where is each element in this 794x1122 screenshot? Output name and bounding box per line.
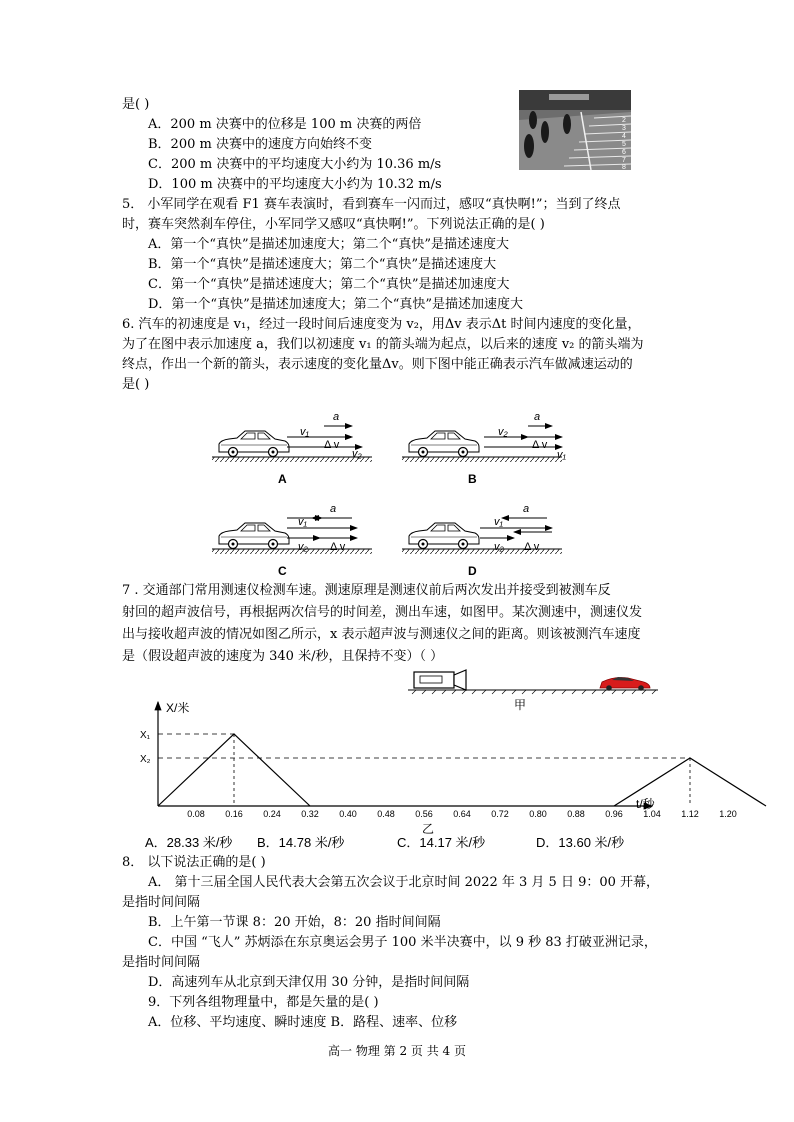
car-icon: [409, 431, 479, 457]
car-figure-c: [212, 503, 372, 578]
y-axis-label: X/米: [166, 701, 190, 715]
y-tick-x2: X₂: [140, 754, 151, 765]
q7-option-d: D．13.60 米/秒: [536, 835, 625, 850]
upper-velocity-label: v₂: [498, 426, 508, 438]
q8-option-c-cont: 是指时间间隔: [122, 955, 201, 970]
x-tick-label: 0.08: [187, 809, 205, 819]
a-label: a: [330, 503, 337, 515]
car-icon: [219, 523, 289, 549]
text-line: 是( ): [122, 97, 150, 112]
sprint-photo: [519, 90, 631, 170]
figure-letter-d: D: [468, 564, 477, 578]
car-icon: [409, 523, 479, 549]
q7-option-a: A．28.33 米/秒: [145, 835, 233, 850]
q6-line1: 6. 汽车的初速度是 v₁，经过一段时间后速度变为 v₂，用Δv 表示Δt 时间内速度的变化量，: [122, 317, 641, 332]
x-tick-label: 0.72: [491, 809, 509, 819]
svg-text:6: 6: [622, 149, 626, 156]
q7-line3: 出与接收超声波的情况如图乙所示，x 表示超声波与测速仪之间的距离。则该被测汽车速度: [122, 627, 641, 642]
q7-option-b: B．14.78 米/秒: [257, 835, 345, 850]
figure-letter-c: C: [278, 564, 287, 578]
q7-line2: 射回的超声波信号，再根据两次信号的时间差，测出车速，如图甲。某次测速中，测速仪发: [122, 605, 643, 620]
page-footer: 高一 物理 第 2 页 共 4 页: [328, 1044, 466, 1058]
x-tick-label: 0.96: [605, 809, 623, 819]
q8-option-a-cont: 是指时间间隔: [122, 895, 201, 910]
car-figure-a: [212, 411, 372, 486]
q5-line1: 5． 小军同学在观看 F1 赛车表演时，看到赛车一闪而过，感叹“真快啊!”；当到了终点: [122, 197, 621, 212]
q8-option-b: B．上午第一节课 8：20 开始，8：20 指时间间隔: [148, 915, 441, 930]
figure-yi-chart: [136, 700, 737, 836]
car-icon: [219, 431, 289, 457]
q6-line4: 是( ): [122, 377, 150, 392]
ground-hatch: [212, 457, 372, 462]
q9-options: A．位移、平均速度、瞬时速度 B．路程、速率、位移: [148, 1015, 458, 1030]
delta-v-label: Δ v: [532, 439, 548, 451]
svg-text:5: 5: [622, 141, 626, 148]
x-tick-label: 0.40: [339, 809, 357, 819]
a-label: a: [523, 503, 530, 515]
q7-line4: 是（假设超声波的速度为 340 米/秒，且保持不变）（ ）: [122, 649, 444, 664]
car-figure-b: [402, 411, 567, 486]
q6-line2: 为了在图中表示加速度 a，我们以初速度 v₁ 的箭头端为起点，以后来的速度 v₂ 的箭头端为: [122, 337, 644, 352]
q8-stem: 8． 以下说法正确的是( ): [122, 855, 266, 870]
q7-option-c: C．14.17 米/秒: [397, 835, 486, 850]
lower-velocity-label: v₁: [557, 449, 566, 461]
a-label: a: [333, 411, 340, 423]
option-c: C．200 m 决赛中的平均速度大小约为 10.36 m/s: [148, 157, 442, 172]
q7-line1: 7 . 交通部门常用测速仪检测车速。测速原理是测速仪前后两次发出并接受到被测车反: [122, 583, 611, 598]
x-tick-label: 0.48: [377, 809, 395, 819]
a-label: a: [534, 411, 541, 423]
x-tick-label: 0.80: [529, 809, 547, 819]
figure-jia-label: 甲: [514, 698, 527, 712]
x-tick-label: 1.12: [681, 809, 699, 819]
q9-stem: 9．下列各组物理量中，都是矢量的是( ): [148, 995, 379, 1010]
ground-hatch: [402, 457, 562, 462]
x-tick-label: 0.64: [453, 809, 471, 819]
x-tick-label: 1.20: [719, 809, 737, 819]
option-d: D．100 m 决赛中的平均速度大小约为 10.32 m/s: [148, 177, 442, 192]
x-tick-label: 0.32: [301, 809, 319, 819]
lower-velocity-label: v₂: [352, 448, 362, 460]
q8-option-a: A． 第十三届全国人民代表大会第五次会议于北京时间 2022 年 3 月 5 日 9：00 开幕，: [148, 875, 660, 890]
q8-option-c: C．中国 “飞人” 苏炳添在东京奥运会男子 100 米半决赛中，以 9 秒 83 打破亚洲记录，: [148, 935, 657, 950]
lower-velocity-label: v₂: [494, 541, 504, 553]
x-tick-label: 0.88: [567, 809, 585, 819]
x-tick-label: 0.16: [225, 809, 243, 819]
upper-velocity-label: v₁: [494, 516, 503, 528]
option-a: A．200 m 决赛中的位移是 100 m 决赛的两倍: [148, 117, 422, 132]
x-tick-label: 1.04: [643, 809, 661, 819]
svg-text:7: 7: [622, 157, 626, 164]
q8-option-d: D．高速列车从北京到天津仅用 30 分钟，是指时间间隔: [148, 975, 470, 990]
figure-letter-a: A: [278, 472, 287, 486]
q5-option-c: C．第一个“真快”是描述速度大；第二个“真快”是描述加速度大: [148, 277, 510, 292]
delta-v-label: Δ v: [330, 541, 346, 553]
x-axis-label: t/秒: [636, 797, 655, 811]
option-b: B．200 m 决赛中的速度方向始终不变: [148, 137, 372, 152]
upper-velocity-label: v₁: [298, 516, 307, 528]
y-tick-x1: X₁: [140, 730, 151, 741]
q6-line3: 终点，作出一个新的箭头，表示速度的变化量Δv。则下图中能正确表示汽车做减速运动的: [122, 357, 633, 372]
x-tick-label: 0.24: [263, 809, 281, 819]
car-figure-d: [402, 503, 562, 578]
q5-option-b: B．第一个“真快”是描述速度大；第二个“真快”是描述速度大: [148, 257, 497, 272]
q6-car-figures: [212, 406, 592, 578]
figure-letter-b: B: [468, 472, 477, 486]
q5-option-a: A．第一个“真快”是描述加速度大；第二个“真快”是描述速度大: [148, 237, 509, 252]
delta-v-label: Δ v: [524, 541, 540, 553]
lower-velocity-label: v₂: [298, 541, 308, 553]
delta-v-label: Δ v: [324, 439, 340, 451]
svg-text:8: 8: [622, 164, 626, 171]
svg-text:4: 4: [622, 133, 626, 140]
ground-hatch: [212, 549, 372, 554]
q5-line2: 时，赛车突然刹车停住，小军同学又感叹“真快啊!”。下列说法正确的是( ): [122, 217, 545, 232]
x-tick-label: 0.56: [415, 809, 433, 819]
upper-velocity-label: v₁: [300, 426, 309, 438]
svg-text:2: 2: [622, 117, 626, 124]
svg-text:3: 3: [622, 125, 626, 132]
q5-option-d: D．第一个“真快”是描述加速度大；第二个“真快”是描述加速度大: [148, 297, 524, 312]
chart-caption: 乙: [422, 822, 435, 836]
